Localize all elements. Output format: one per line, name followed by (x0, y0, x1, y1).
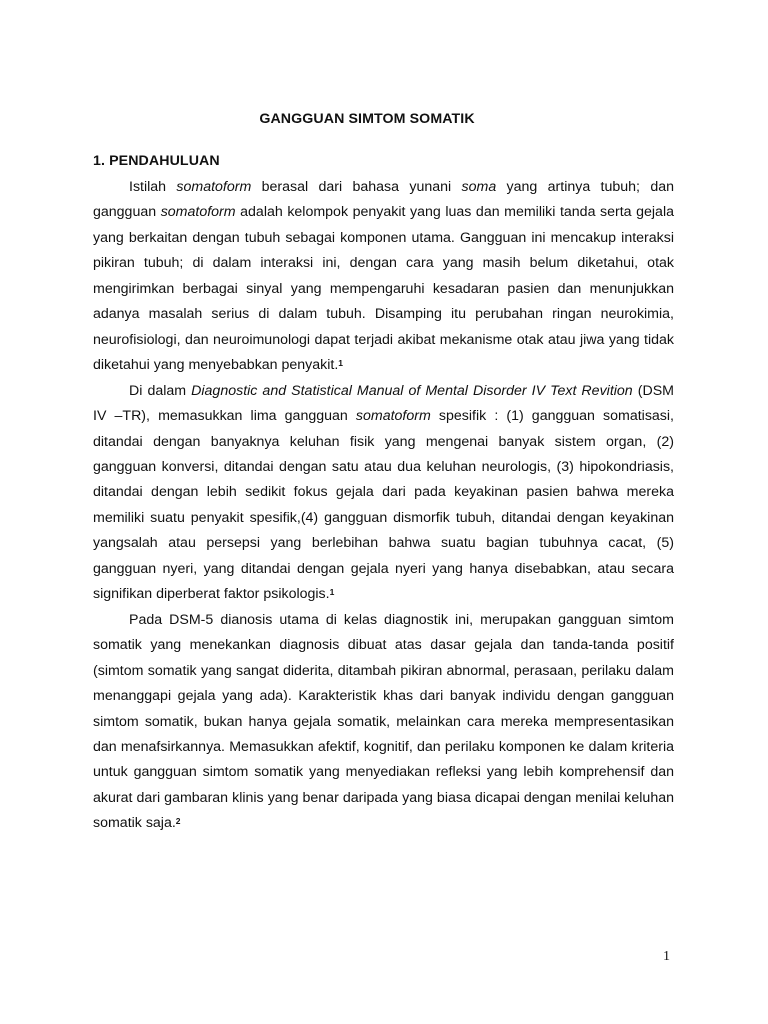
paragraph-2-italic-1: Diagnostic and Statistical Manual of Mental Disorder IV Text Revition (191, 382, 633, 399)
paragraph-1 (93, 175, 674, 379)
section-heading: 1. PENDAHULUAN (93, 153, 220, 169)
paragraph-1-text-3: yang artinya tubuh; dan gangguan (93, 179, 675, 221)
paragraph-1-text-4: adalah kelompok penyakit yang luas dan memiliki tanda serta gejala yang berkaitan dengan tubuh sebagai komponen utama. Gangguan ini mencakup interaksi pikiran tubuh; di dalam interaksi ini, dengan cara yang masih belum diketahui, otak mengirimkan berbagai sinyal yang mempengaruhi kesadaran pasien dan menunjukkan adanya masalah serius di dalam tubuh. Disamping itu perubahan ringan neurokimia, neurofisiologi, dan neuroimunologi dapat terjadi akibat mekanisme otak atau jiwa yang tidak diketahui yang menyebabkan penyakit. (93, 204, 674, 374)
paragraph-2 (93, 379, 674, 608)
document-title (0, 111, 768, 127)
paragraph-2-text-3: spesifik : (1) gangguan somatisasi, ditandai dengan banyaknya keluhan fisik yang mengenai banyak sistem organ, (2) gangguan konversi, ditandai dengan satu atau dua keluhan neurologis, (3) hipokondriasis, ditandai dengan lebih sedikit fokus gejala dari pada keyakinan pasien bahwa mereka memiliki suatu penyakit spesifik,(4) gangguan dismorfik tubuh, ditandai dengan keyakinan yangsalah atau persepsi yang berlebihan bahwa suatu bagian tubuhnya cacat, (5) gangguan nyeri, yang ditandai dengan gejala nyeri yang hanya disebabkan, atau secara signifikan diperberat faktor psikologis. (93, 408, 674, 603)
paragraph-3-text: Pada DSM-5 dianosis utama di kelas diagnostik ini, merupakan gangguan simtom somatik yang menekankan diagnosis dibuat atas dasar gejala dan tanda-tanda positif (simtom somatik yang sangat diderita, ditambah pikiran abnormal, perasaan, perilaku dalam menanggapi gejala yang ada). Karakteristik khas dari banyak individu dengan gangguan simtom somatik, bukan hanya gejala somatik, melainkan cara mereka mempresentasikan dan menafsirkannya. Memasukkan afektif, kognitif, dan perilaku komponen ke dalam kriteria untuk gangguan simtom somatik yang menyediakan refleksi yang lebih komprehensif dan akurat dari gambaran klinis yang benar daripada yang biasa dicapai dengan menilai keluhan somatik saja. (93, 611, 674, 832)
paragraph-2-text-1: Di dalam (129, 382, 192, 399)
paragraph-2-text-2: (DSM IV –TR), memasukkan lima gangguan (93, 382, 674, 425)
paragraph-1-italic-3: somatoform (160, 204, 236, 221)
paragraph-1-italic-1: somatoform (176, 179, 252, 195)
citation-ref: 1 (338, 358, 344, 369)
citation-ref: 1 (329, 587, 335, 598)
paragraph-2-italic-2: somatoform (355, 408, 431, 425)
paragraph-1-italic-2: soma (461, 179, 497, 195)
page-number: 1 (663, 949, 670, 964)
paragraph-3 (93, 608, 674, 837)
document-body (93, 175, 674, 837)
document-title-text: GANGGUAN SIMTOM SOMATIK (259, 111, 475, 127)
paragraph-1-text-1: Istilah (129, 179, 177, 195)
paragraph-1-text-2: berasal dari bahasa yunani (251, 179, 462, 195)
citation-ref: 2 (175, 816, 181, 827)
